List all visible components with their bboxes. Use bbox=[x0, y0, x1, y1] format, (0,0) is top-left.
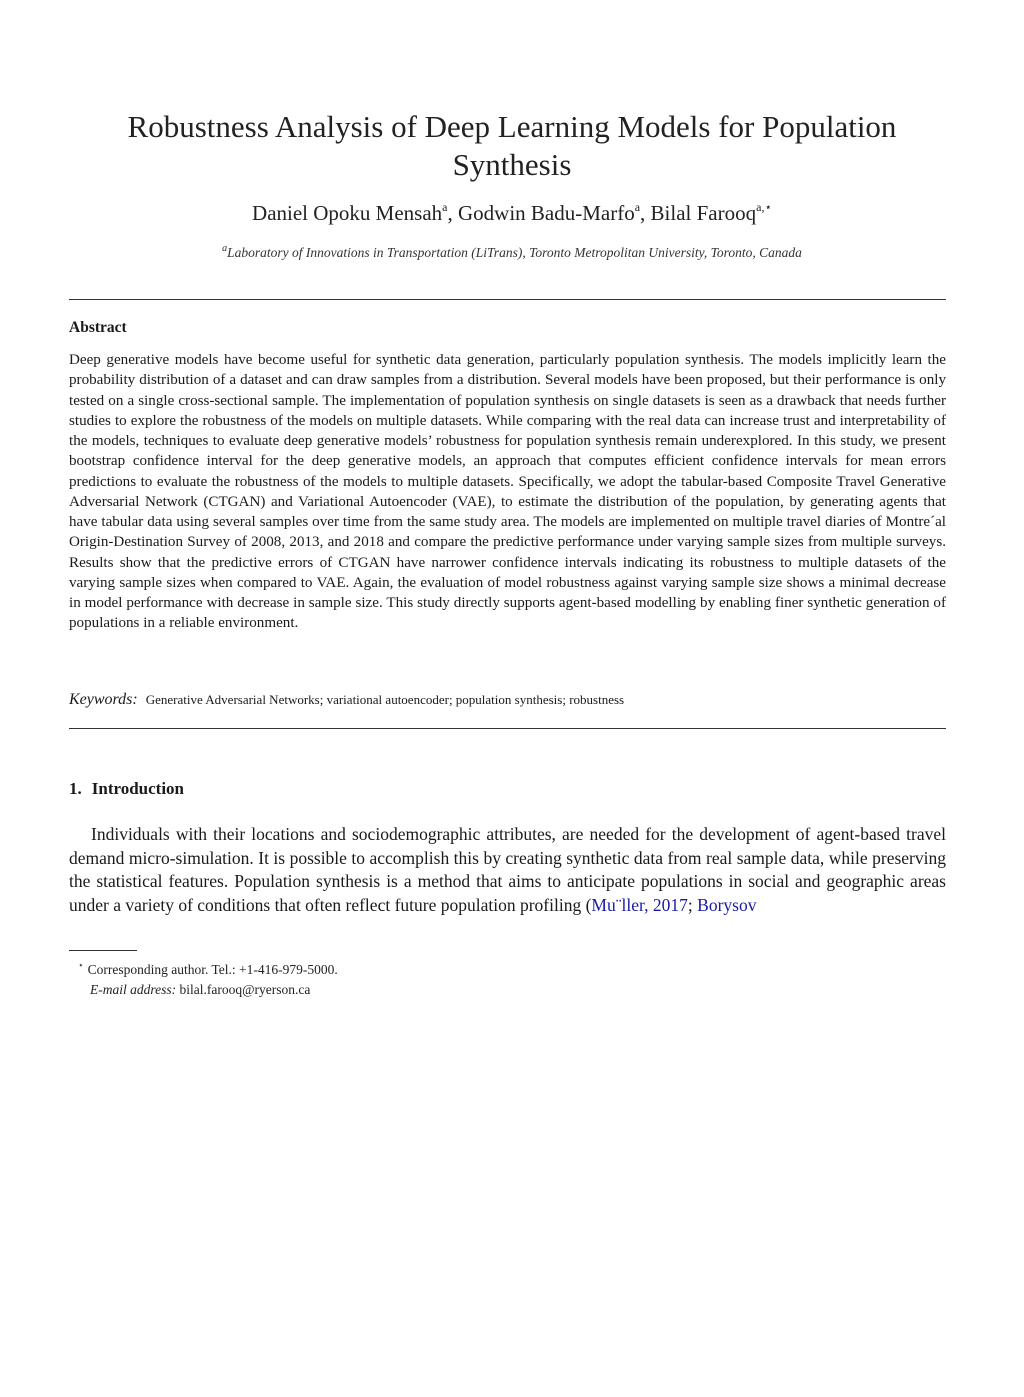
introduction-text: Individuals with their locations and sociodemographic attributes, are needed for the development of agent-based travel demand micro-simulation. It is possible to accomplish this by creating synthetic data from real sample data, while preserving the statistical features. Population synthesis is a method that aims to anticipate populations in social and geographic areas under a variety of conditions that often reflect future population profiling ( bbox=[69, 824, 946, 915]
affiliation-mark: a bbox=[222, 243, 228, 254]
section-title: Introduction bbox=[91, 779, 185, 798]
author-list: Daniel Opoku Mensah$^a$, Godwin Badu-Marfo$^a$, Bilal Farooq$^{a,⋆}$ bbox=[252, 200, 772, 225]
section-heading bbox=[69, 778, 184, 800]
keywords-label: Keywords: bbox=[69, 691, 138, 708]
affiliation bbox=[90, 243, 934, 263]
top-divider bbox=[69, 299, 946, 300]
bottom-divider bbox=[69, 728, 946, 729]
author-affil-mark: a bbox=[634, 200, 641, 214]
keywords-text: Generative Adversarial Networks; variational autoencoder; population synthesis; robustness bbox=[145, 692, 625, 707]
email-address: bilal.farooq@ryerson.ca bbox=[179, 982, 311, 997]
footnote-mark: ⋆ bbox=[78, 960, 84, 970]
citation-separator: ; bbox=[687, 894, 698, 915]
keywords bbox=[69, 689, 946, 711]
author-affil-mark: a,⋆ bbox=[756, 200, 772, 214]
affiliation-text: Laboratory of Innovations in Transportation (LiTrans), Toronto Metropolitan University, Toronto, Canada bbox=[227, 245, 802, 260]
footnote-divider bbox=[69, 950, 137, 951]
author-affil-mark: a bbox=[442, 200, 448, 214]
author-name: Daniel Opoku Mensah bbox=[252, 201, 443, 225]
citation-link[interactable]: Borysov bbox=[697, 894, 757, 915]
footnote bbox=[78, 960, 338, 1000]
paper-title: Robustness Analysis of Deep Learning Models for Population Synthesis bbox=[127, 109, 897, 182]
section-number: 1. bbox=[69, 779, 82, 798]
abstract-heading: Abstract bbox=[69, 319, 127, 336]
author-name: Godwin Badu-Marfo bbox=[458, 201, 635, 225]
footnote-text: Corresponding author. Tel.: +1-416-979-5000. bbox=[87, 962, 338, 977]
author-name: Bilal Farooq bbox=[650, 201, 757, 225]
email-label: E-mail address: bbox=[90, 982, 177, 997]
citation-link[interactable]: Mu¨ller, 2017 bbox=[591, 894, 688, 915]
abstract-body: Deep generative models have become useful for synthetic data generation, particularly population synthesis. The models implicitly learn the probability distribution of a dataset and can draw samples from a distribution. Several models have been proposed, but their performance is only tested on a single cross-sectional sample. The implementation of population synthesis on single datasets is seen as a drawback that needs further studies to explore the robustness of the models on multiple datasets. While comparing with the real data can increase trust and interpretability of the models, techniques to evaluate deep generative models’ robustness for population synthesis remain underexplored. In this study, we present bootstrap confidence interval for the deep generative models, an approach that computes efficient confidence intervals for mean errors predictions to evaluate the robustness of the models to multiple datasets. Specifically, we adopt the tabular-based Composite Travel Generative Adversarial Network (CTGAN) and Variational Autoencoder (VAE), to estimate the distribution of the population, by generating agents that have tabular data using several samples over time from the same study area. The models are implemented on multiple travel diaries of Montre´al Origin-Destination Survey of 2008, 2013, and 2018 and compare the predictive performance under varying sample sizes from multiple surveys. Results show that the predictive errors of CTGAN have narrower confidence intervals indicating its robustness to multiple datasets of the varying sample sizes when compared to VAE. Again, the evaluation of model robustness against varying sample size shows a minimal decrease in model performance with decrease in sample size. This study directly supports agent-based modelling by enabling finer synthetic generation of populations in a reliable environment. bbox=[69, 352, 946, 632]
introduction-paragraph bbox=[69, 823, 946, 917]
